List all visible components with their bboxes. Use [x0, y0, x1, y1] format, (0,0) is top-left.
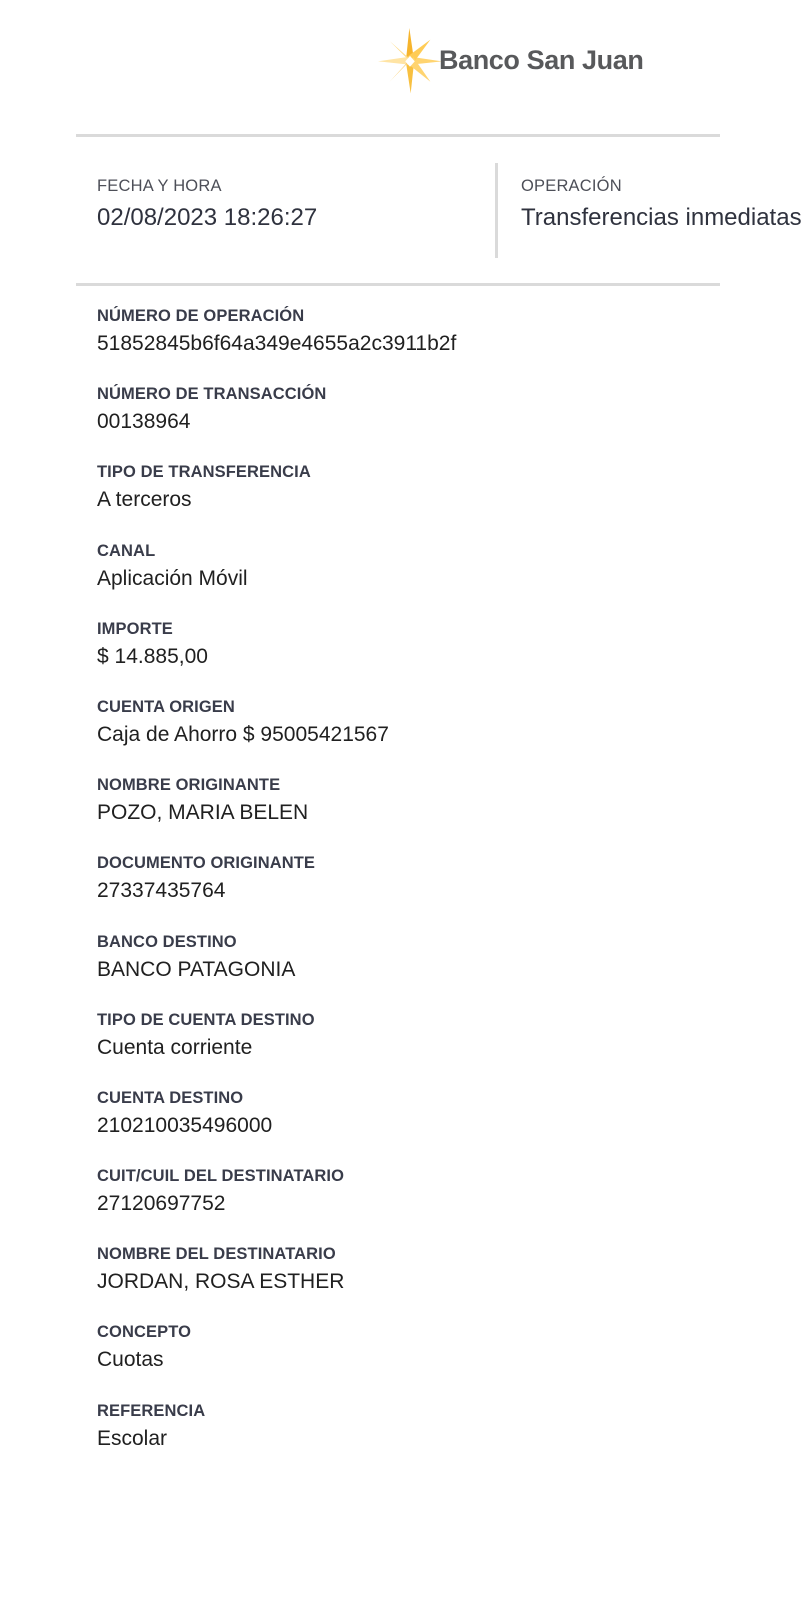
operacion-block — [521, 177, 802, 232]
receipt-field — [97, 776, 720, 854]
bank-name: Banco San Juan — [439, 44, 644, 75]
field-value: Caja de Ahorro $ 95005421567 — [97, 722, 389, 746]
field-value: 210210035496000 — [97, 1113, 273, 1137]
meta-vertical-divider — [495, 163, 498, 258]
field-label: BANCO DESTINO — [97, 932, 237, 951]
field-label: NOMBRE ORIGINANTE — [97, 776, 281, 795]
fecha-y-hora-label: FECHA Y HORA — [97, 177, 222, 195]
field-value: 27337435764 — [97, 879, 226, 903]
field-label: NÚMERO DE TRANSACCIÓN — [97, 385, 327, 404]
bank-logo — [376, 26, 643, 94]
field-value: 51852845b6f64a349e4655a2c3911b2f — [97, 332, 457, 355]
field-label: NOMBRE DEL DESTINATARIO — [97, 1245, 336, 1264]
receipt-field — [97, 1089, 720, 1167]
field-value: Aplicación Móvil — [97, 566, 248, 590]
field-label: TIPO DE CUENTA DESTINO — [97, 1010, 315, 1029]
receipt-field — [97, 1245, 720, 1323]
receipt-field — [97, 542, 720, 620]
field-value: 27120697752 — [97, 1192, 226, 1216]
field-value: $ 14.885,00 — [97, 644, 208, 668]
field-label: TIPO DE TRANSFERENCIA — [97, 463, 311, 482]
receipt-field — [97, 854, 720, 932]
field-value: Escolar — [97, 1426, 168, 1450]
receipt-field — [97, 385, 720, 463]
field-value: A terceros — [97, 488, 192, 512]
receipt-field — [97, 1402, 720, 1480]
field-value: 00138964 — [97, 410, 191, 434]
field-label: CONCEPTO — [97, 1323, 192, 1342]
field-label: CUENTA DESTINO — [97, 1088, 244, 1107]
field-value: Cuotas — [97, 1348, 164, 1372]
field-value: BANCO PATAGONIA — [97, 957, 296, 981]
receipt-field — [97, 1011, 720, 1089]
field-label: CUIT/CUIL DEL DESTINATARIO — [97, 1167, 345, 1186]
receipt-field — [97, 933, 720, 1011]
divider-top — [76, 134, 720, 137]
receipt-field — [97, 1167, 720, 1245]
receipt-fields — [97, 307, 720, 1480]
field-label: CUENTA ORIGEN — [97, 697, 235, 716]
fecha-y-hora-block — [97, 177, 317, 232]
field-label: CANAL — [97, 541, 156, 560]
field-label: REFERENCIA — [97, 1401, 206, 1420]
fecha-y-hora-value: 02/08/2023 18:26:27 — [97, 204, 318, 231]
receipt-field — [97, 463, 720, 541]
receipt-field — [97, 620, 720, 698]
receipt-field — [97, 307, 720, 385]
field-value: POZO, MARIA BELEN — [97, 801, 309, 825]
receipt-field — [97, 698, 720, 776]
field-label: IMPORTE — [97, 619, 173, 638]
divider-meta — [76, 283, 720, 286]
field-value: Cuenta corriente — [97, 1035, 253, 1059]
receipt-field — [97, 1323, 720, 1401]
bank-logo-star-icon — [376, 26, 444, 94]
field-value: JORDAN, ROSA ESTHER — [97, 1270, 345, 1294]
field-label: DOCUMENTO ORIGINANTE — [97, 854, 316, 873]
field-label: NÚMERO DE OPERACIÓN — [97, 307, 305, 325]
operacion-value: Transferencias inmediatas — [521, 204, 802, 231]
operacion-label: OPERACIÓN — [521, 177, 622, 195]
